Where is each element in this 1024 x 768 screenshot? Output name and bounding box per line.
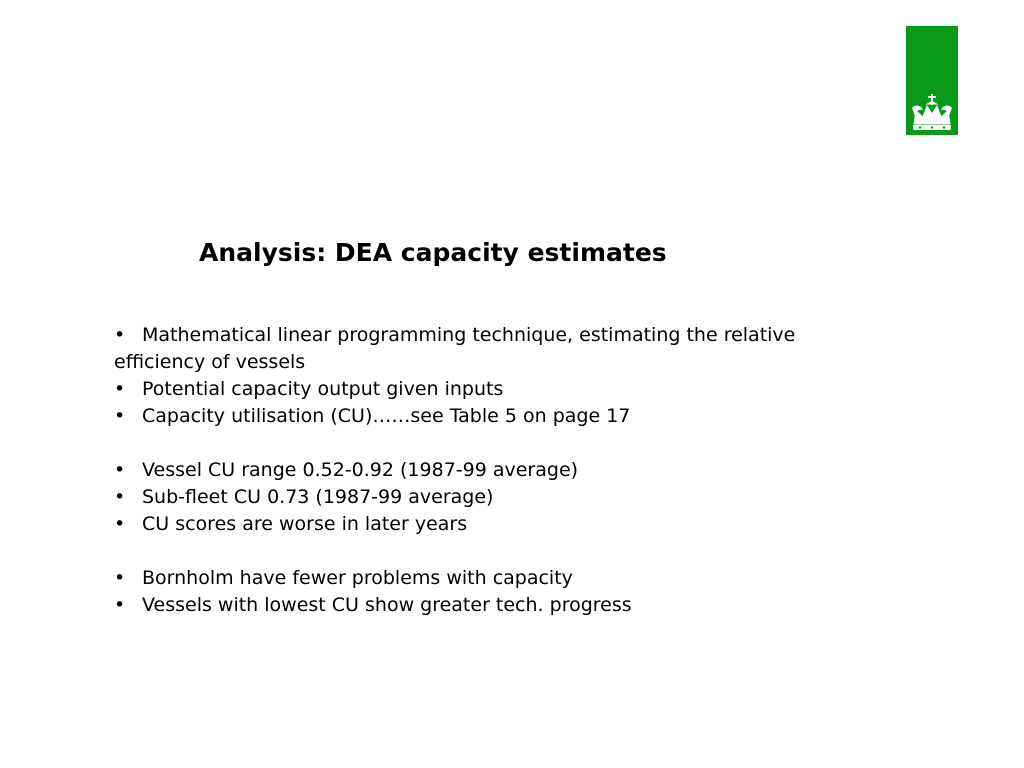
bullet-group-3 [114, 565, 874, 619]
bullet-text: Mathematical linear programming technique, estimating the relative efficiency of vessels [114, 324, 796, 373]
bullet-text: Vessel CU range 0.52-0.92 (1987-99 average) [142, 459, 579, 481]
bullet-text: Potential capacity output given inputs [142, 378, 504, 400]
bullet-mark: • [114, 513, 126, 535]
slide-content [114, 322, 874, 619]
bullet-item [114, 565, 874, 592]
bullet-item [114, 457, 874, 484]
bullet-mark: • [114, 594, 126, 616]
bullet-group-1 [114, 322, 874, 430]
bullet-item [114, 511, 874, 538]
bullet-item [114, 592, 874, 619]
bullet-item [114, 484, 874, 511]
bullet-text: Capacity utilisation (CU)……see Table 5 on page 17 [142, 405, 631, 427]
bullet-text: CU scores are worse in later years [142, 513, 468, 535]
bullet-mark: • [114, 324, 126, 346]
bullet-text: Vessels with lowest CU show greater tech. progress [142, 594, 632, 616]
slide-title: Analysis: DEA capacity estimates [199, 238, 667, 267]
bullet-item [114, 376, 874, 403]
bullet-mark: • [114, 378, 126, 400]
bullet-text: Sub-fleet CU 0.73 (1987-99 average) [142, 486, 494, 508]
bullet-item [114, 322, 874, 376]
bullet-mark: • [114, 486, 126, 508]
crown-logo [906, 26, 958, 135]
bullet-mark: • [114, 405, 126, 427]
bullet-group-2 [114, 457, 874, 538]
bullet-text: Bornholm have fewer problems with capacity [142, 567, 573, 589]
bullet-mark: • [114, 567, 126, 589]
bullet-mark: • [114, 459, 126, 481]
crown-icon [908, 94, 956, 132]
bullet-item [114, 403, 874, 430]
